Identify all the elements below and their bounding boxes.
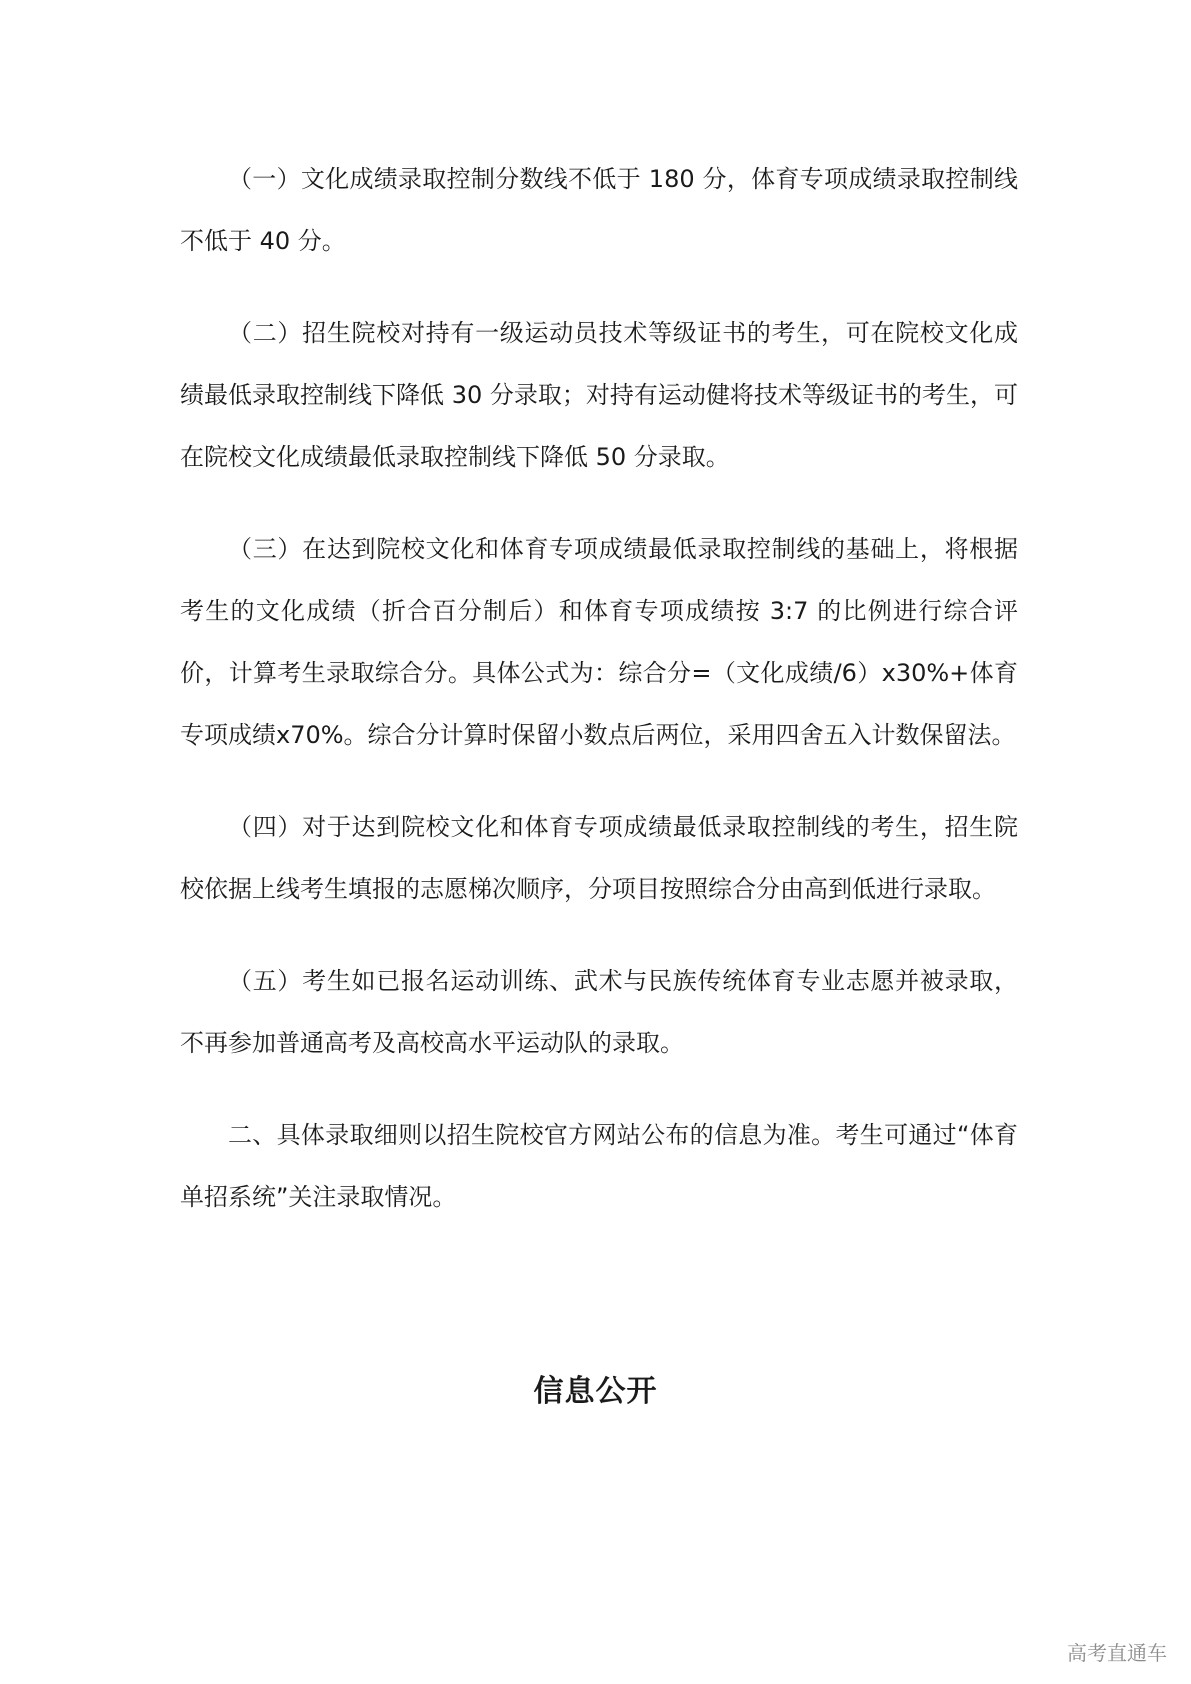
section-heading: 信息公开 [533, 1374, 658, 1409]
watermark-text: 高考直通车 [1067, 1641, 1167, 1665]
document-body [180, 148, 1018, 1258]
paragraph-4: （四）对于达到院校文化和体育专项成绩最低录取控制线的考生，招生院校依据上线考生填报的志愿梯次顺序，分项目按照综合分由高到低进行录取。 [180, 813, 1018, 903]
paragraph-2: （二）招生院校对持有一级运动员技术等级证书的考生，可在院校文化成绩最低录取控制线下降低 30 分录取；对持有运动健将技术等级证书的考生，可在院校文化成绩最低录取控制线下降低 50 分录取。 [180, 319, 1018, 471]
paragraph-6: 二、具体录取细则以招生院校官方网站公布的信息为准。考生可通过“体育单招系统”关注录取情况。 [180, 1121, 1018, 1211]
paragraph-3: （三）在达到院校文化和体育专项成绩最低录取控制线的基础上，将根据考生的文化成绩（折合百分制后）和体育专项成绩按 3:7 的比例进行综合评价，计算考生录取综合分。具体公式为：综合分=（文化成绩/6）x30%+体育专项成绩x70%。综合分计算时保留小数点后两位，采用四舍五入计数保留法。 [180, 535, 1018, 749]
paragraph-5: （五）考生如已报名运动训练、武术与民族传统体育专业志愿并被录取，不再参加普通高考及高校高水平运动队的录取。 [180, 967, 1018, 1057]
paragraph-1: （一）文化成绩录取控制分数线不低于 180 分，体育专项成绩录取控制线不低于 40 分。 [180, 165, 1018, 255]
